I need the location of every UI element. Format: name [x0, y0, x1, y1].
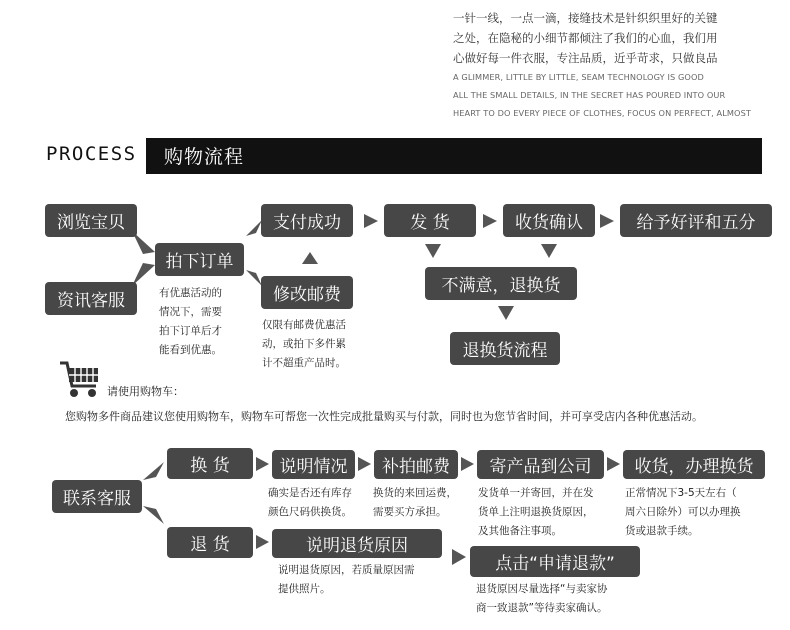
order-note-line-2: 情况下，需要: [159, 306, 222, 318]
arrow-order-modify-icon: [246, 270, 262, 286]
send-note-line-1: 发货单一并寄回，并在发: [478, 487, 594, 499]
arrow-pay-ship-icon: [364, 214, 378, 228]
explain-box: 说明情况: [272, 450, 355, 479]
order-note-line-3: 拍下订单后才: [159, 325, 222, 337]
receive-note-line-2: 周六日除外）可以办理换: [625, 506, 741, 518]
intro-cn-line-2: 之处，在隐秘的小细节都倾注了我们的心血，我们用: [453, 31, 718, 45]
arrow-modify-pay-icon: [302, 252, 318, 264]
explain-note-line-2: 颜色尺码供换货。: [268, 506, 352, 518]
fee-note-line-2: 动，或拍下多件累: [262, 338, 346, 350]
return-flow-box: 退换货流程: [450, 332, 560, 365]
arrow-order-pay-icon: [246, 220, 262, 236]
repay-note-line-2: 需要买方承担。: [373, 506, 447, 518]
contact-box: 联系客服: [52, 480, 142, 513]
click-note-line-2: 商一致退款”等待卖家确认。: [476, 602, 608, 614]
browse-box: 浏览宝贝: [45, 204, 137, 237]
arrow-refund-explain-icon: [256, 535, 269, 549]
cart-label: 请使用购物车：: [107, 385, 184, 398]
arrow-contact-exchange-icon: [143, 462, 164, 480]
order-note-line-1: 有优惠活动的: [159, 287, 222, 299]
section-title: 购物流程: [164, 146, 245, 168]
receive-note-line-3: 货或退款手续。: [625, 525, 699, 537]
arrow-ship-confirm-icon: [483, 214, 497, 228]
order-box: 拍下订单: [155, 243, 244, 276]
arrow-explain-repay-icon: [358, 457, 371, 471]
arrow-repay-send-icon: [461, 457, 474, 471]
explain-note-line-1: 确实是否还有库存: [268, 487, 352, 499]
arrow-confirm-unsatisfied-icon: [541, 244, 557, 258]
arrow-exchange-explain-icon: [256, 457, 269, 471]
confirm-box: 收货确认: [503, 204, 595, 237]
intro-en-line-3: HEART TO DO EVERY PIECE OF CLOTHES, FOCUS ON PERFECT, ALMOST: [453, 108, 751, 118]
fee-note-line-1: 仅限有邮费优惠活: [262, 319, 346, 331]
arrow-explain-click-icon: [452, 549, 466, 565]
review-box: 给予好评和五分: [620, 204, 772, 237]
arrow-unsatisfied-return-icon: [498, 306, 514, 320]
arrow-confirm-review-icon: [600, 214, 614, 228]
intro-cn-line-1: 一针一线，一点一滴，接缝技术是针织织里好的关键: [453, 11, 718, 25]
receive-exchange-box: 收货，办理换货: [623, 450, 765, 479]
order-note-line-4: 能看到优惠。: [159, 344, 222, 356]
repay-note-line-1: 换货的来回运费，: [373, 487, 457, 499]
receive-note-line-1: 正常情况下3-5天左右（: [625, 487, 737, 499]
send-note-line-3: 及其他备注事项。: [478, 525, 562, 537]
explain-refund-box: 说明退货原因: [272, 529, 442, 558]
intro-en-line-2: ALL THE SMALL DETAILS, IN THE SECRET HAS POURED INTO OUR: [453, 90, 726, 100]
intro-en-line-1: A GLIMMER, LITTLE BY LITTLE, SEAM TECHNOLOGY IS GOOD: [453, 72, 704, 82]
consult-box: 资讯客服: [45, 282, 137, 315]
refund-box: 退 货: [167, 527, 253, 558]
send-company-box: 寄产品到公司: [477, 450, 604, 479]
fee-note-line-3: 计不超重产品时。: [262, 357, 346, 369]
shopping-cart-icon: [58, 360, 102, 400]
refund-note-line-2: 提供照片。: [278, 583, 331, 595]
arrow-ship-unsatisfied-icon: [425, 244, 441, 258]
arrow-contact-refund-icon: [143, 506, 164, 524]
click-refund-box: 点击“申请退款”: [470, 546, 640, 577]
cart-description: 您购物多件商品建议您使用购物车，购物车可帮您一次性完成批量购买与付款，同时也为您节省时间，并可享受店内各种优惠活动。: [65, 410, 703, 423]
ship-box: 发 货: [384, 204, 476, 237]
refund-note-line-1: 说明退货原因，若质量原因需: [278, 564, 415, 576]
arrow-send-receive-icon: [607, 457, 620, 471]
repay-fee-box: 补拍邮费: [374, 450, 458, 479]
exchange-box: 换 货: [167, 448, 253, 479]
modify-fee-box: 修改邮费: [261, 276, 353, 309]
section-label: PROCESS: [46, 143, 137, 165]
send-note-line-2: 货单上注明退换货原因，: [478, 506, 594, 518]
pay-box: 支付成功: [261, 204, 353, 237]
intro-cn-line-3: 心做好每一件衣服，专注品质，近乎苛求，只做良品: [453, 51, 718, 65]
unsatisfied-box: 不满意，退换货: [425, 267, 577, 300]
click-note-line-1: 退货原因尽量选择“与卖家协: [476, 583, 608, 595]
